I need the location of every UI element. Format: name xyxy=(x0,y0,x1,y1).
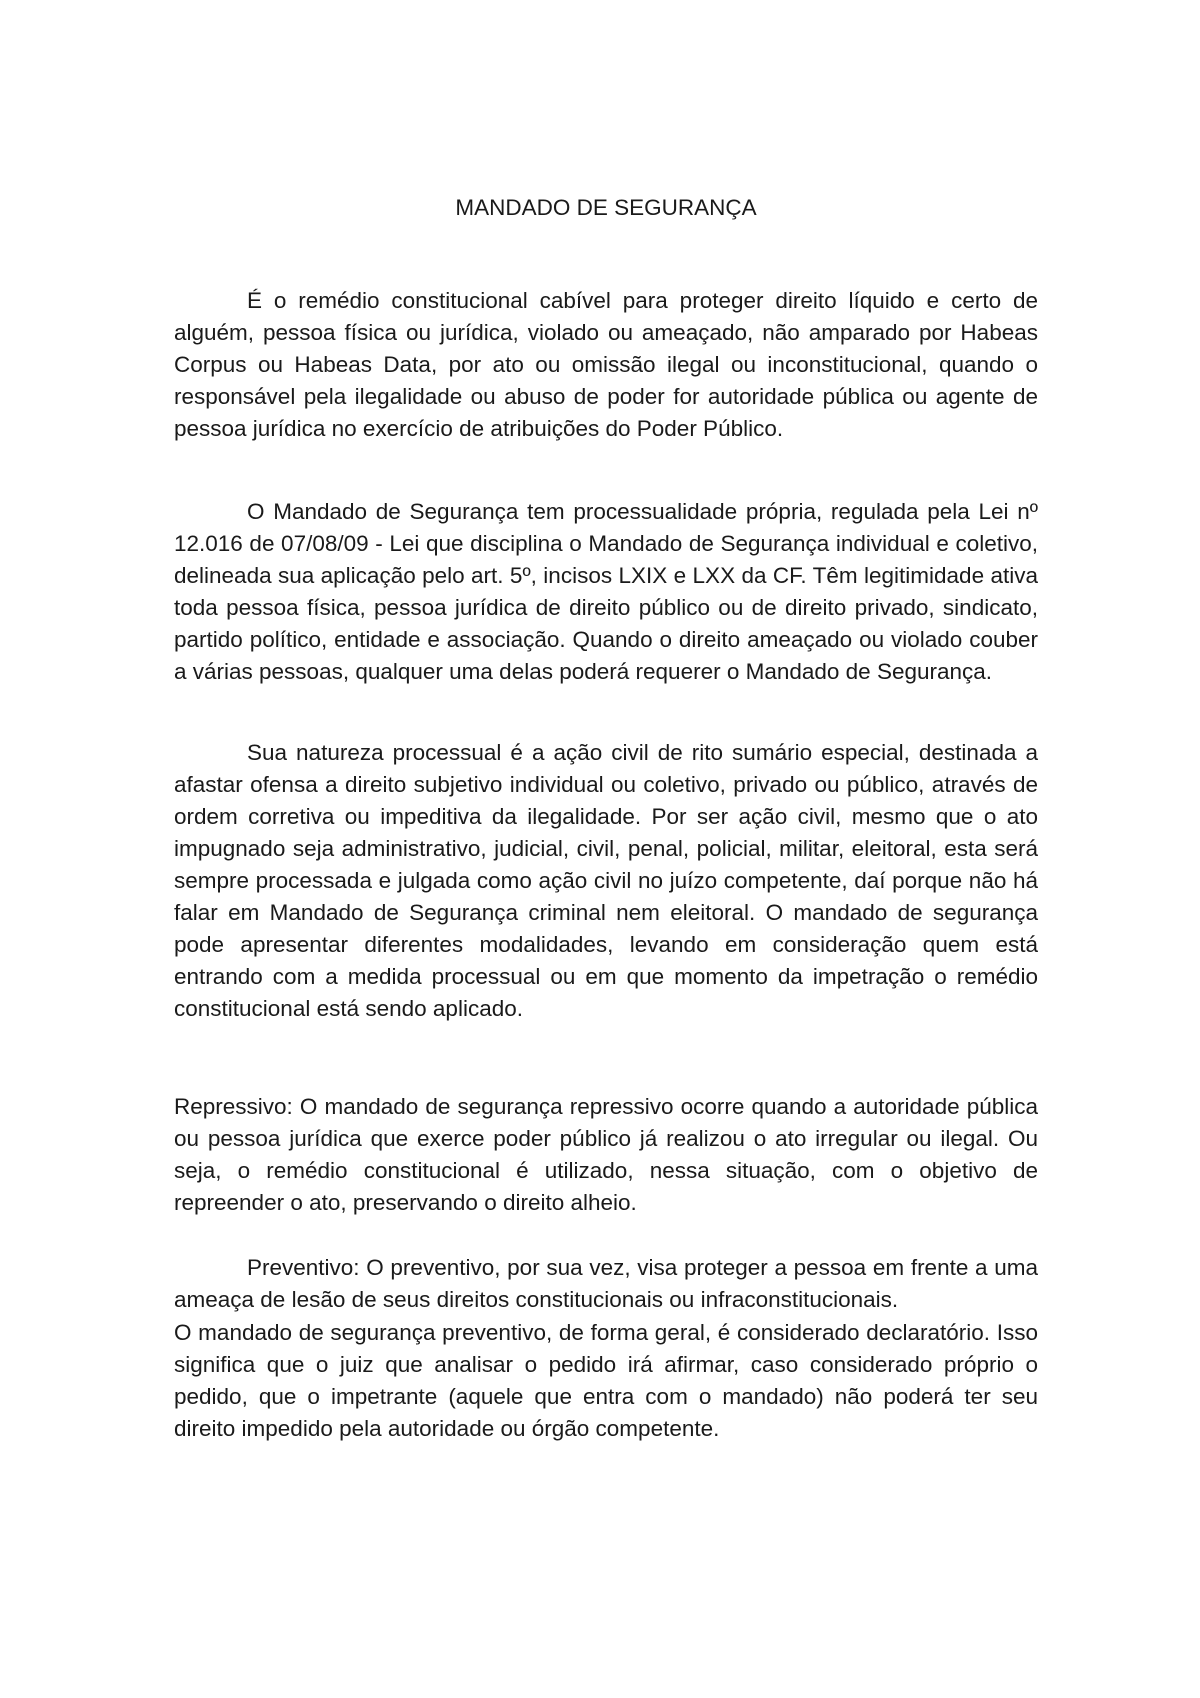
paragraph-nature: Sua natureza processual é a ação civil de rito sumário especial, destinada a afastar ofensa a direito subjetivo individual ou coletivo, privado ou público, através de ordem corretiva ou impeditiva da ilegalidade. Por ser ação civil, mesmo que o ato impugnado seja administrativo, judicial, civil, penal, policial, militar, eleitoral, esta será sempre processada e julgada como ação civil no juízo competente, daí porque não há falar em Mandado de Segurança criminal nem eleitoral. O mandado de segurança pode apresentar diferentes modalidades, levando em consideração quem está entrando com a medida processual ou em que momento da impetração o remédio constitucional está sendo aplicado. xyxy=(174,740,1038,1021)
paragraph-repressive: Repressivo: O mandado de segurança repressivo ocorre quando a autoridade pública ou pessoa jurídica que exerce poder público já realizou o ato irregular ou ilegal. Ou seja, o remédio constitucional é utilizado, nessa situação, com o objetivo de repreender o ato, preservando o direito alheio. xyxy=(174,1094,1038,1215)
paragraph-preventive: Preventivo: O preventivo, por sua vez, visa proteger a pessoa em frente a uma ameaça de lesão de seus direitos constitucionais ou infraconstitucionais. xyxy=(174,1255,1038,1312)
paragraph-preventive-declaratory: O mandado de segurança preventivo, de forma geral, é considerado declaratório. Isso significa que o juiz que analisar o pedido irá afirmar, caso considerado próprio o pedido, que o impetrante (aquele que entra com o mandado) não poderá ter seu direito impedido pela autoridade ou órgão competente. xyxy=(174,1320,1038,1441)
paragraph-definition: É o remédio constitucional cabível para proteger direito líquido e certo de alguém, pessoa física ou jurídica, violado ou ameaçado, não amparado por Habeas Corpus ou Habeas Data, por ato ou omissão ilegal ou inconstitucional, quando o responsável pela ilegalidade ou abuso de poder for autoridade pública ou agente de pessoa jurídica no exercício de atribuições do Poder Público. xyxy=(174,288,1038,441)
paragraph-legislation: O Mandado de Segurança tem processualidade própria, regulada pela Lei nº 12.016 de 07/08/09 - Lei que disciplina o Mandado de Segurança individual e coletivo, delineada sua aplicação pelo art. 5º, incisos LXIX e LXX da CF. Têm legitimidade ativa toda pessoa física, pessoa jurídica de direito público ou de direito privado, sindicato, partido político, entidade e associação. Quando o direito ameaçado ou violado couber a várias pessoas, qualquer uma delas poderá requerer o Mandado de Segurança. xyxy=(174,499,1038,684)
document-title: MANDADO DE SEGURANÇA xyxy=(455,195,757,220)
